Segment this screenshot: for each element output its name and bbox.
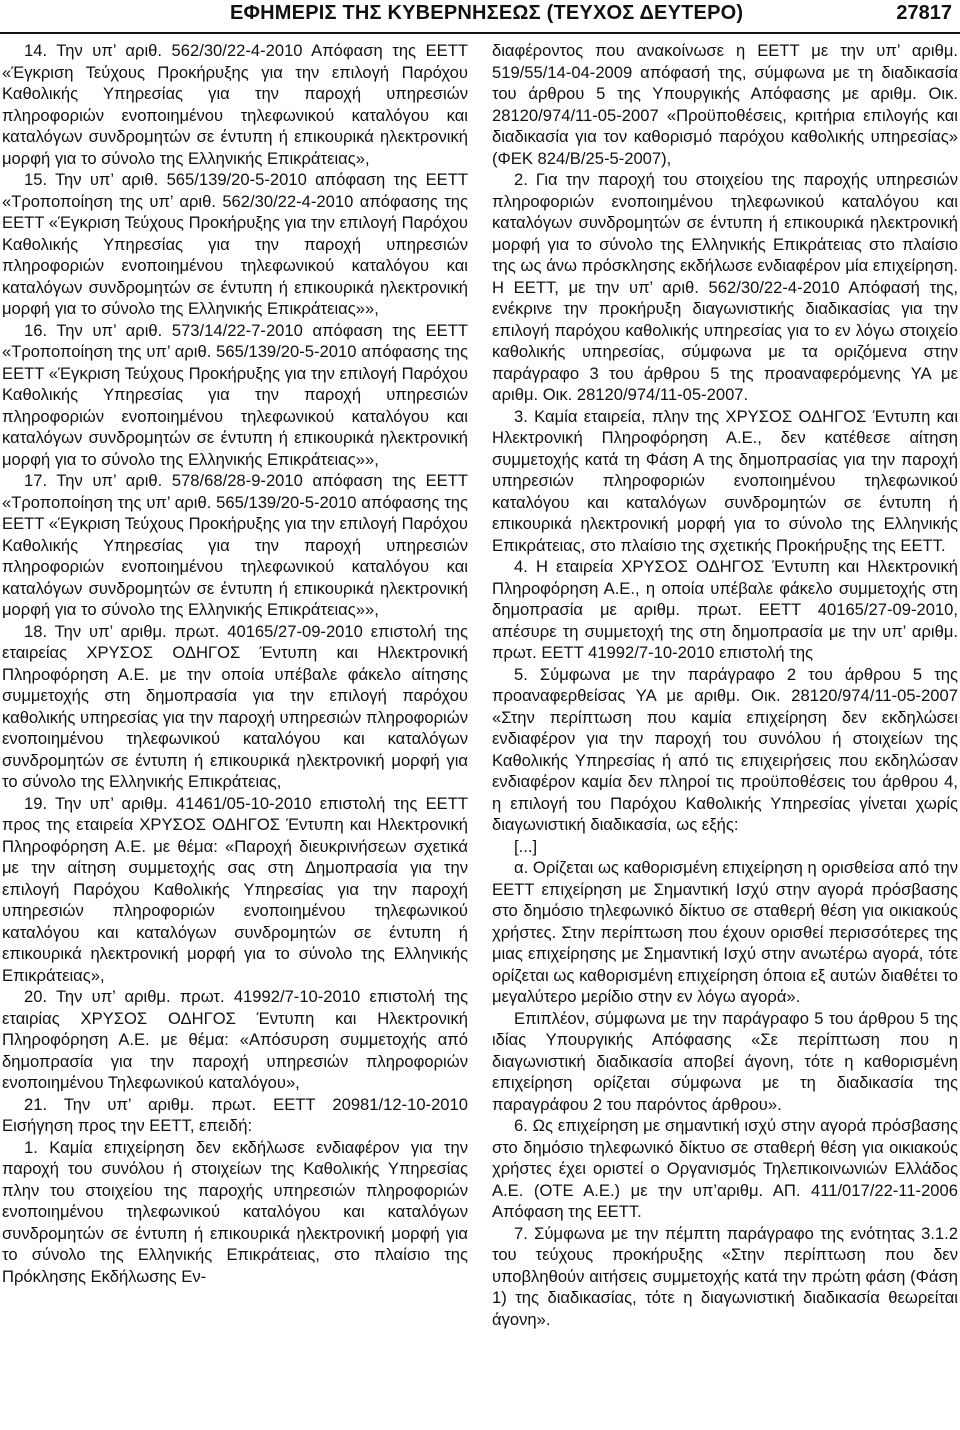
paragraph-point-5a: α. Ορίζεται ως καθορισμένη επιχείρηση η ορισθείσα από την ΕΕΤΤ επιχείρηση με Σημαντική Ισχύ στην αγορά πρόσβασης στο δημόσιο τηλεφωνικό δίκτυο σε σταθερή θέση για οικιακούς χρήστες. Στην περίπτωση που έχουν ορισθεί περισσότερες της μιας επιχείρησης με Σημαντική Ισχύ στην ανωτέρω αγορά, τότε ορίζεται ως καθορισμένη επιχείρηση όποια εξ αυτών διαθέτει το μεγαλύτερο μερίδιο στην εν λόγω αγορά».: [492, 858, 958, 1006]
paragraph-point-1: 1. Καμία επιχείρηση δεν εκδήλωσε ενδιαφέρον για την παροχή του συνόλου ή στοιχείων της Καθολικής Υπηρεσίας πλην του στοιχείου της παροχής υπηρεσιών πληροφοριών ενοποιημένου τηλεφωνικού καταλόγου και καταλόγων συνδρομητών σε έντυπη ή επικουρικά ηλεκτρονική μορφή για το σύνολο της Ελληνικής Επικράτειας, στο πλαίσιο της Πρόκλησης Εκδήλωσης Εν-: [2, 1137, 468, 1286]
paragraph-point-2: 2. Για την παροχή του στοιχείου της παροχής υπηρεσιών πληροφοριών ενοποιημένου τηλεφωνικού καταλόγου και καταλόγων συνδρομητών σε έντυπη ή επικουρικά ηλεκτρονική μορφή για το σύνολο της Ελληνικής Επικράτειας στο πλαίσιο της ως άνω πρόσκλησης εκδήλωσε ενδιαφέρον μία επιχείρηση. Η ΕΕΤΤ, με την υπ’ αριθ. 562/30/22-4-2010 Απόφασή της, ενέκρινε την προκήρυξη διαγωνιστικής διαδικασίας για την επιλογή παρόχου καθολικής υπηρεσίας για το εν λόγω στοιχείο καθολικής υπηρεσίας, σύμφωνα με τα οριζόμενα στην παράγραφο 3 του άρθρου 5 της προαναφερόμενης ΥΑ με αριθμ. Οικ. 28120/974/11-05-2007.: [492, 170, 958, 404]
paragraph-furthermore: Επιπλέον, σύμφωνα με την παράγραφο 5 του άρθρου 5 της ιδίας Υπουργικής Απόφασης «Σε περίπτωση που η διαγωνιστική διαδικασία αποβεί άγονη, τότε η καθορισμένη επιχείρηση ορίζεται σύμφωνα με τη διαδικασία της παραγράφου 2 του παρόντος άρθρου».: [492, 1008, 958, 1114]
gazette-title: ΕΦΗΜΕΡΙΣ ΤΗΣ ΚΥΒΕΡΝΗΣΕΩΣ (ΤΕΥΧΟΣ ΔΕΥΤΕΡΟ): [230, 2, 744, 24]
paragraph-14: 14. Την υπ’ αριθ. 562/30/22-4-2010 Απόφαση της ΕΕΤΤ «Έγκριση Τεύχους Προκήρυξης για την επιλογή Παρόχου Καθολικής Υπηρεσίας για την παροχή υπηρεσιών πληροφοριών ενοποιημένου τηλεφωνικού καταλόγου και καταλόγων συνδρομητών σε έντυπη ή επικουρικά ηλεκτρονική μορφή για το σύνολο της Ελληνικής Επικράτειας»,: [2, 41, 468, 168]
paragraph-17: 17. Την υπ’ αριθ. 578/68/28-9-2010 απόφαση της ΕΕΤΤ «Τροποποίηση της υπ’ αριθ. 565/139/20-5-2010 απόφασης της ΕΕΤΤ «Έγκριση Τεύχους Προκήρυξης για την επιλογή Παρόχου Καθολικής Υπηρεσίας για την παροχή υπηρεσιών πληροφοριών ενοποιημένου τηλεφωνικού καταλόγου και καταλόγων συνδρομητών σε έντυπη ή επικουρικά ηλεκτρονική μορφή για το σύνολο της Ελληνικής Επικράτειας»»,: [2, 471, 468, 619]
paragraph-point-4: 4. Η εταιρεία ΧΡΥΣΟΣ ΟΔΗΓΟΣ Έντυπη και Ηλεκτρονική Πληροφόρηση Α.Ε., η οποία υπέβαλε φάκελο συμμετοχής στη δημοπρασία με αριθμ. πρωτ. ΕΕΤΤ 40165/27-09-2010, απέσυρε τη συμμετοχή της στη δημοπρασία με την υπ’ αριθμ. πρωτ. ΕΕΤΤ 41992/7-10-2010 επιστολή της: [492, 557, 958, 662]
page-header: [0, 0, 960, 40]
paragraph-15: 15. Την υπ’ αριθ. 565/139/20-5-2010 απόφαση της ΕΕΤΤ «Τροποποίηση της υπ’ αριθ. 562/30/22-4-2010 απόφασης της ΕΕΤΤ «Έγκριση Τεύχους Προκήρυξης για την επιλογή Παρόχου Καθολικής Υπηρεσίας για την παροχή υπηρεσιών πληροφοριών ενοποιημένου τηλεφωνικού καταλόγου και καταλόγων συνδρομητών σε έντυπη ή επικουρικά ηλεκτρονική μορφή για το σύνολο της Ελληνικής Επικράτειας»»,: [2, 170, 468, 318]
left-column: [2, 40, 468, 1287]
header-divider: [0, 32, 960, 34]
page-number: 27817: [896, 2, 952, 24]
right-column: [492, 40, 958, 1330]
paragraph-21: 21. Την υπ’ αριθμ. πρωτ. ΕΕΤΤ 20981/12-10-2010 Εισήγηση προς την ΕΕΤΤ, επειδή:: [2, 1094, 468, 1135]
ellipsis-marker: [...]: [514, 836, 538, 856]
paragraph-point-3: 3. Καμία εταιρεία, πλην της ΧΡΥΣΟΣ ΟΔΗΓΟΣ Έντυπη και Ηλεκτρονική Πληροφόρηση Α.Ε., δεν κατέθεσε αίτηση συμμετοχής κατά τη Φάση Α της δημοπρασίας για την παροχή υπηρεσιών πληροφοριών ενοποιημένου τηλεφωνικού καταλόγου και καταλόγων συνδρομητών σε έντυπη ή επικουρικά ηλεκτρονική μορφή για το σύνολο της Ελληνικής Επικράτειας, στο πλαίσιο της σχετικής Προκήρυξης της ΕΕΤΤ.: [492, 406, 958, 555]
paragraph-point-5: 5. Σύμφωνα με την παράγραφο 2 του άρθρου 5 της προαναφερθείσας ΥΑ με αριθμ. Οικ. 28120/974/11-05-2007 «Στην περίπτωση που καμία επιχείρηση δεν εκδηλώσει ενδιαφέρον για την παροχή του συνόλου ή στοιχείων της Καθολικής Υπηρεσίας ή από τις επιχειρήσεις που εκδηλώσαν ενδιαφέρον καμία δεν πληροί τις προϋποθέσεις του άρθρου 4, η επιλογή του Παρόχου Καθολικής Υπηρεσίας γίνεται χωρίς διαγωνιστική διαδικασία, ως εξής:: [492, 664, 958, 834]
paragraph-point-7: 7. Σύμφωνα με την πέμπτη παράγραφο της ενότητας 3.1.2 του τεύχους προκήρυξης «Στην περίπτωση που δεν υποβληθούν αιτήσεις συμμετοχής κατά την πρώτη φάση (Φάση 1) της διαδικασίας, τότε η διαγωνιστική διαδικασία θεωρείται άγονη».: [492, 1223, 958, 1329]
paragraph-20: 20. Την υπ’ αριθμ. πρωτ. 41992/7-10-2010 επιστολή της εταιρίας ΧΡΥΣΟΣ ΟΔΗΓΟΣ Έντυπη και Ηλεκτρονική Πληροφόρηση Α.Ε. με θέμα: «Απόσυρση συμμετοχής από δημοπρασία για την παροχή υπηρεσιών πληροφοριών ενοποιημένου Τηλεφωνικού καταλόγου»,: [2, 987, 468, 1092]
paragraph-16: 16. Την υπ’ αριθ. 573/14/22-7-2010 απόφαση της ΕΕΤΤ «Τροποποίηση της υπ’ αριθ. 565/139/20-5-2010 απόφασης της ΕΕΤΤ «Έγκριση Τεύχους Προκήρυξης για την επιλογή Παρόχου Καθολικής Υπηρεσίας για την παροχή υπηρεσιών πληροφοριών ενοποιημένου τηλεφωνικού καταλόγου και καταλόγων συνδρομητών σε έντυπη ή επικουρικά ηλεκτρονική μορφή για το σύνολο της Ελληνικής Επικράτειας»»,: [2, 320, 468, 469]
paragraph-18: 18. Την υπ’ αριθμ. πρωτ. 40165/27-09-2010 επιστολή της εταιρείας ΧΡΥΣΟΣ ΟΔΗΓΟΣ Έντυπη και Ηλεκτρονική Πληροφόρηση Α.Ε. με την οποία υπέβαλε φάκελο αίτησης συμμετοχής στη δημοπρασία για την επιλογή παρόχου καθολικής υπηρεσίας για την παροχή υπηρεσιών πληροφοριών ενοποιημένου τηλεφωνικού καταλόγου και καταλόγων συνδρομητών σε έντυπη ή επικουρικά ηλεκτρονική μορφή για το σύνολο της Ελληνικής Επικράτειας,: [2, 621, 468, 791]
paragraph-point-6: 6. Ως επιχείρηση με σημαντική ισχύ στην αγορά πρόσβασης στο δημόσιο τηλεφωνικό δίκτυο σε σταθερή θέση για οικιακούς χρήστες έχει οριστεί ο Οργανισμός Τηλεπικοινωνιών Ελλάδος Α.Ε. (ΟΤΕ Α.Ε.) με την υπ’αριθμ. ΑΠ. 411/017/22-11-2006 Απόφαση της ΕΕΤΤ.: [492, 1116, 958, 1221]
paragraph-19: 19. Την υπ’ αριθμ. 41461/05-10-2010 επιστολή της ΕΕΤΤ προς της εταιρεία ΧΡΥΣΟΣ ΟΔΗΓΟΣ Έντυπη και Ηλεκτρονική Πληροφόρηση Α.Ε. με θέμα: «Παροχή διευκρινήσεων σχετικά με την αίτηση συμμετοχής σας στη Δημοπρασία για την επιλογή Παρόχου Καθολικής Υπηρεσίας για την παροχή υπηρεσιών πληροφοριών ενοποιημένου τηλεφωνικού καταλόγου και καταλόγων συνδρομητών σε έντυπη ή επικουρικά ηλεκτρονική μορφή για το σύνολο της Ελληνικής Επικράτειας»,: [2, 793, 468, 985]
paragraph-point-1-continued: διαφέροντος που ανακοίνωσε η ΕΕΤΤ με την υπ’ αριθμ. 519/55/14-04-2009 απόφασή της, σύμφωνα με τη διαδικασία του άρθρου 5 της Υπουργικής Απόφασης με αριθμ. Οικ. 28120/974/11-05-2007 «Προϋποθέσεις, κριτήρια επιλογής και διαδικασία για τον καθορισμό παρόχου καθολικής υπηρεσίας» (ΦΕΚ 824/Β/25-5-2007),: [492, 41, 958, 168]
